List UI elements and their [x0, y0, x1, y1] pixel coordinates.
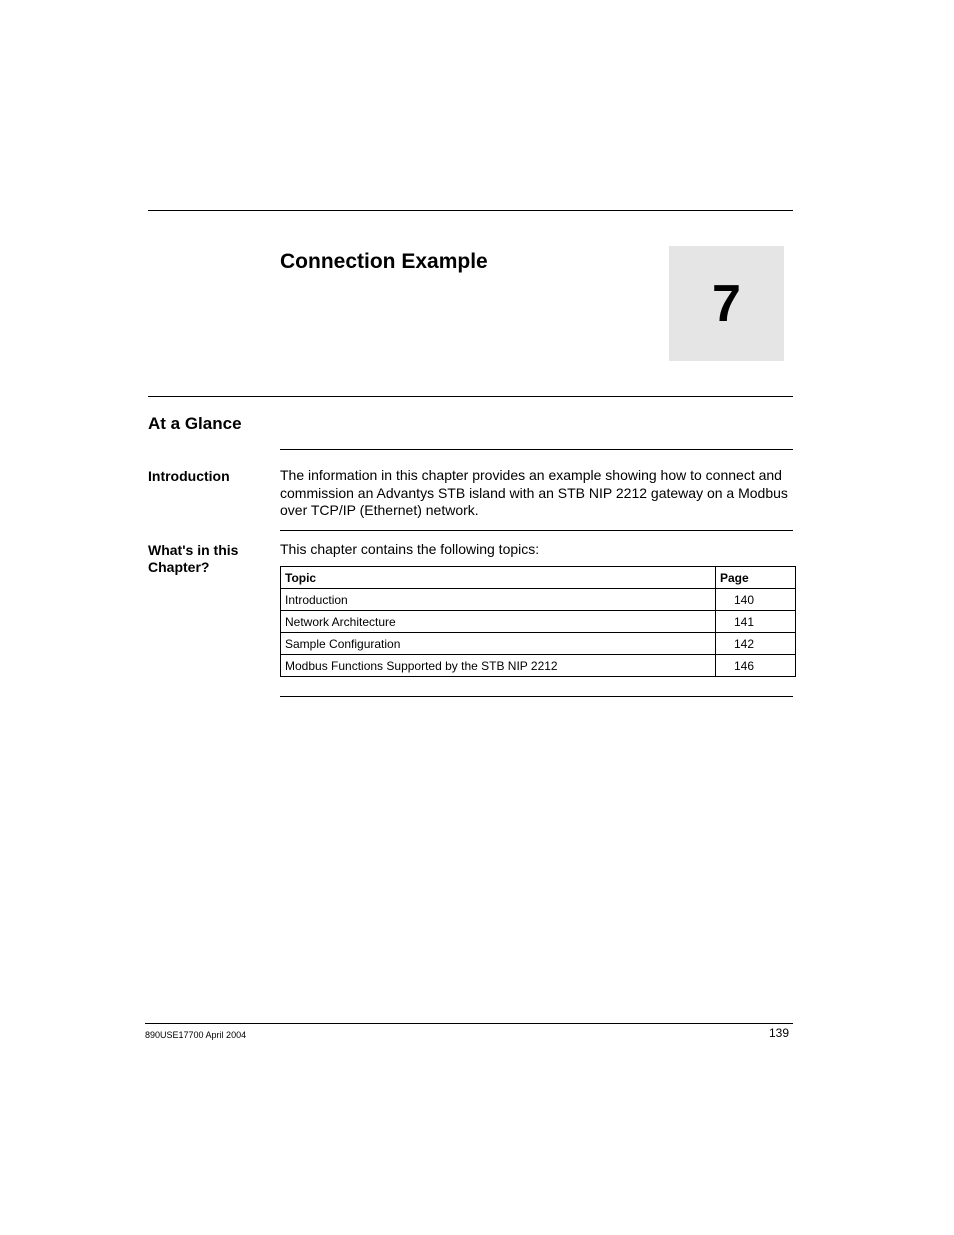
topic-cell: Modbus Functions Supported by the STB NIP 2212: [281, 655, 716, 677]
top-rule: [148, 210, 793, 211]
introduction-top-rule: [280, 449, 793, 450]
chapter-bottom-rule: [148, 396, 793, 397]
page-cell: 141: [716, 611, 796, 633]
chapter-number: 7: [712, 274, 741, 333]
topics-table: [280, 566, 796, 677]
whats-in-chapter-top-rule: [280, 530, 793, 531]
whats-in-chapter-text: This chapter contains the following topics:: [280, 541, 540, 557]
whats-in-chapter-label: What's in this Chapter?: [148, 542, 239, 575]
chapter-title: Connection Example: [280, 250, 488, 273]
topic-cell: Introduction: [281, 589, 716, 611]
topic-cell: Network Architecture: [281, 611, 716, 633]
table-row: [281, 589, 796, 611]
footer-page-number: 139: [768, 1026, 789, 1040]
page-cell: 146: [716, 655, 796, 677]
introduction-label: Introduction: [148, 468, 230, 484]
topic-cell: Sample Configuration: [281, 633, 716, 655]
table-row: [281, 655, 796, 677]
footer-doc-id: 890USE17700 April 2004: [145, 1030, 247, 1040]
page-cell: 140: [716, 589, 796, 611]
section-end-rule: [280, 696, 793, 697]
table-row: [281, 611, 796, 633]
table-row: [281, 633, 796, 655]
column-header-page: Page: [716, 567, 796, 589]
page-cell: 142: [716, 633, 796, 655]
column-header-topic: Topic: [281, 567, 716, 589]
footer-rule: [145, 1023, 793, 1024]
table-header-row: [281, 567, 796, 589]
introduction-text: The information in this chapter provides an example showing how to connect and commission an Advantys STB island with an STB NIP 2212 gateway on a Modbus over TCP/IP (Ethernet) network.: [280, 467, 788, 518]
section-heading: At a Glance: [148, 414, 242, 433]
chapter-number-box: [669, 246, 784, 361]
